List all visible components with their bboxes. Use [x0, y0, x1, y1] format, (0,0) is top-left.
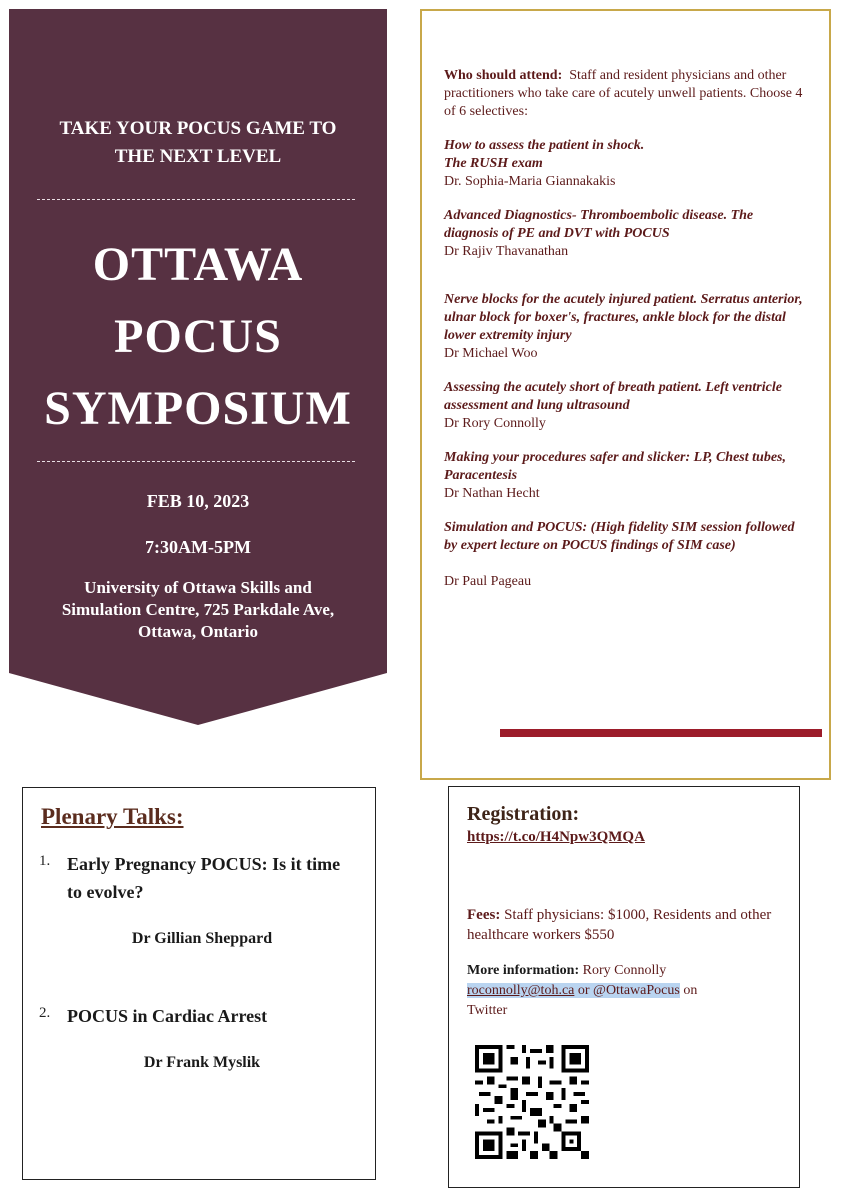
- event-venue: University of Ottawa Skills and Simulation Centre, 725 Parkdale Ave, Ottawa, Ontario: [61, 578, 335, 641]
- registration-heading: Registration:: [467, 803, 580, 825]
- qr-code-icon[interactable]: [475, 1045, 589, 1159]
- event-date: FEB 10, 2023: [146, 491, 250, 511]
- selective-session: Advanced Diagnostics- Thromboembolic disease. The diagnosis of PE and DVT with POCUS Dr Rajiv Thavanathan: [444, 208, 754, 259]
- event-time: 7:30AM-5PM: [145, 537, 251, 557]
- plenary-panel: Plenary Talks: 1. Early Pregnancy POCUS: Is it time to evolve? Dr Gillian Sheppard 2. POCUS in Cardiac Arrest Dr Frank Myslik: [22, 787, 376, 1180]
- accent-bar: [500, 729, 822, 737]
- selective-session: Assessing the acutely short of breath patient. Left ventricle assessment and lung ultrasound Dr Rory Connolly: [444, 380, 782, 431]
- selective-session: How to assess the patient in shock. The RUSH exam Dr. Sophia-Maria Giannakakis: [444, 138, 645, 189]
- plenary-heading: Plenary Talks:: [41, 804, 184, 829]
- tagline: TAKE YOUR POCUS GAME TO THE NEXT LEVEL: [59, 118, 337, 167]
- event-title: OTTAWA POCUS SYMPOSIUM: [44, 238, 352, 435]
- divider: [37, 461, 355, 462]
- audience-description: Who should attend: Staff and resident physicians and other practitioners who take care of acutely unwell patients. Choose 4 of 6 selectives:: [444, 68, 803, 119]
- contact-email-link[interactable]: roconnolly@toh.ca: [467, 983, 575, 998]
- selectives-panel: [420, 9, 831, 780]
- twitter-handle[interactable]: @OttawaPocus: [593, 983, 680, 998]
- registration-link[interactable]: https://t.co/H4Npw3QMQA: [467, 829, 645, 845]
- selective-session: Making your procedures safer and slicker: LP, Chest tubes, Paracentesis Dr Nathan Hecht: [444, 450, 786, 501]
- divider: [37, 199, 355, 200]
- registration-panel: [448, 786, 800, 1188]
- contact-info: More information: Rory Connolly roconnolly@toh.ca or @OttawaPocus on Twitter: [467, 963, 698, 1018]
- fees-info: Fees: Staff physicians: $1000, Residents and other healthcare workers $550: [467, 907, 772, 943]
- selective-session: Simulation and POCUS: (High fidelity SIM session followed by expert lecture on POCUS findings of SIM case) Dr Paul Pageau: [444, 520, 795, 589]
- selective-session: Nerve blocks for the acutely injured patient. Serratus anterior, ulnar block for boxer's, fractures, ankle block for the distal lower extremity injury Dr Michael Woo: [444, 292, 803, 361]
- event-banner: [9, 9, 387, 725]
